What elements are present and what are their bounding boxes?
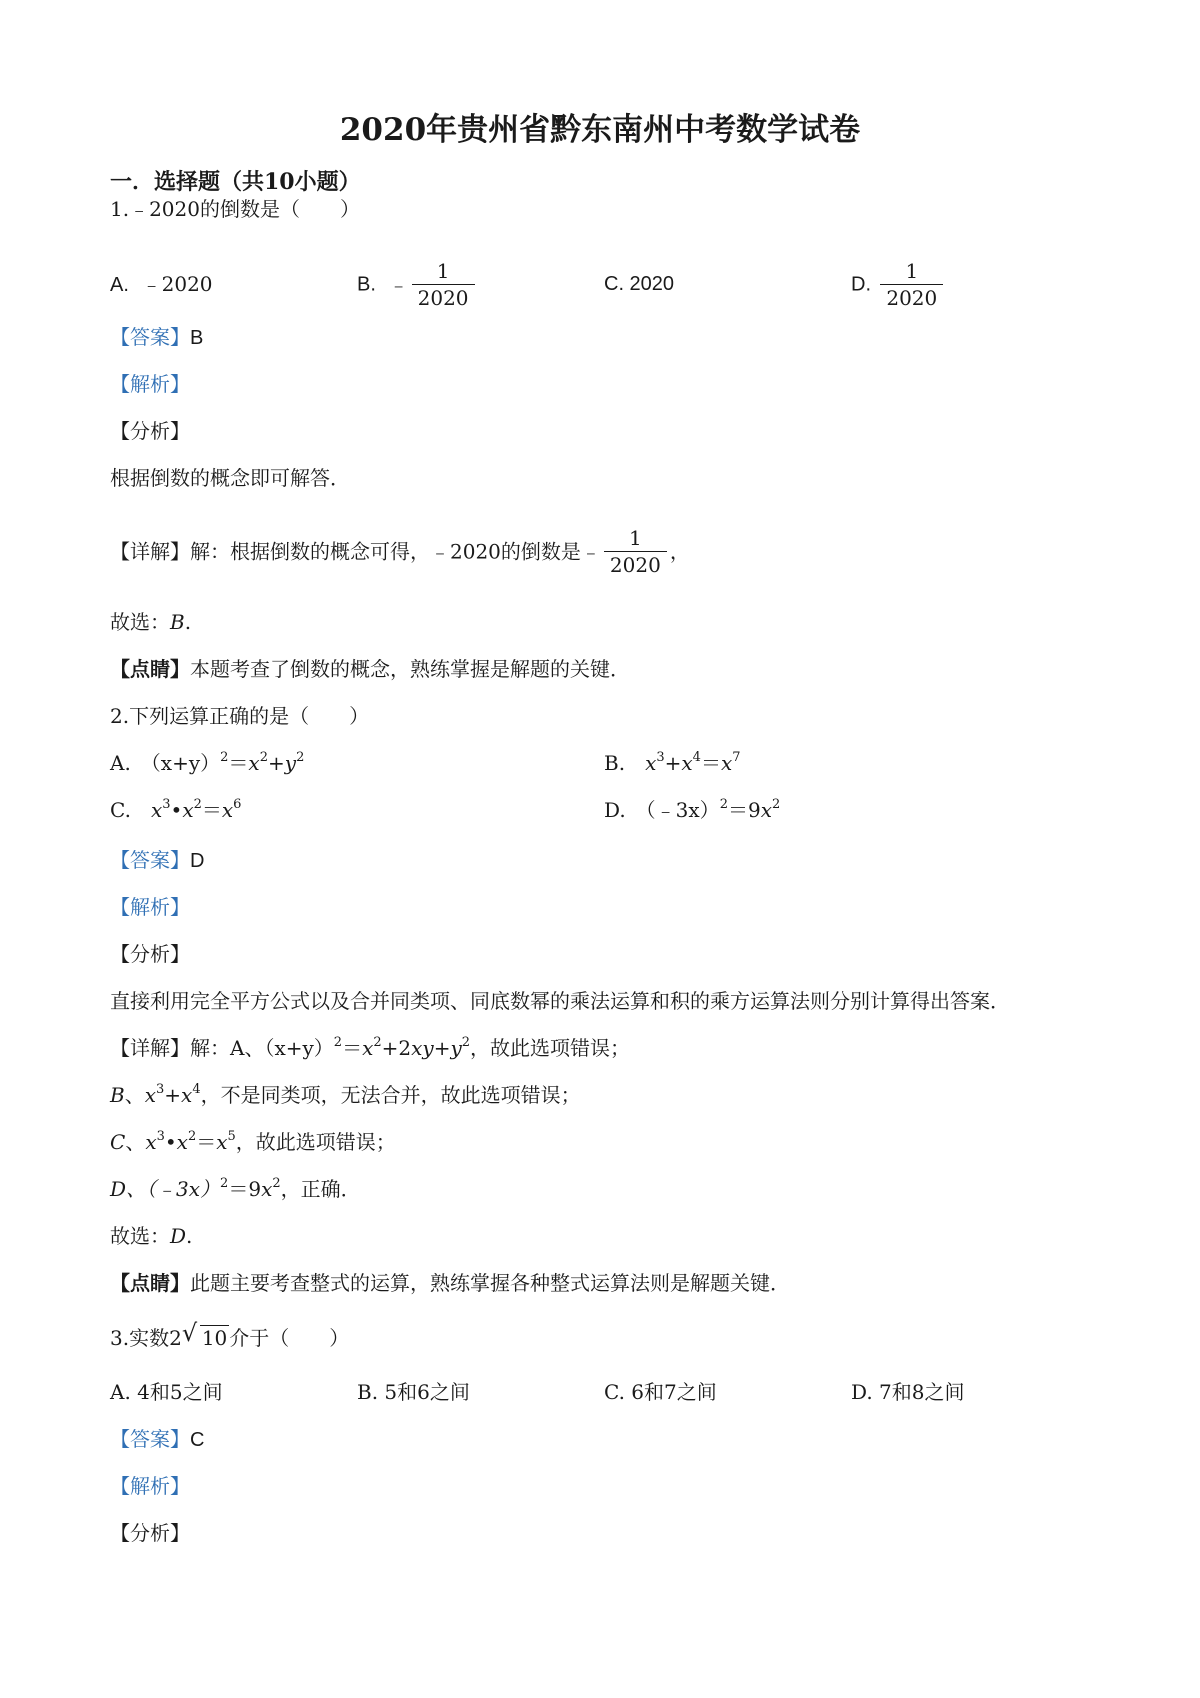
q3-option-b: B. 5和6之间 [357,1380,470,1404]
q1-detail: 【详解】解：根据倒数的概念可得，﹣2020的倒数是﹣ $\frac{1}{2020}$ ， [110,526,690,577]
q3-option-c: C. 6和7之间 [604,1380,717,1404]
q1-fraction-detail: $\frac{1}{2020}$ [604,525,667,578]
q1-option-a: A. ﹣2020 [110,272,213,296]
q2-option-d: D. $(﹣3x)^2=9x^2$ [604,797,781,822]
q1-fraction-d: $\frac{1}{2020}$ [880,258,943,311]
q1-answer: 【答案】B [110,325,204,349]
q3-jiexi: 【解析】 [110,1474,190,1498]
q2-detail-c: C、$x^3•x^2=x^5$，故此选项错误； [110,1129,396,1154]
page-title: 2020年贵州省黔东南州中考数学试卷 [339,112,861,148]
q3-option-a: A. 4和5之间 [110,1380,223,1404]
q1-option-b: B. ﹣ $\frac{1}{2020}$ [357,258,478,311]
q1-stem: 1.﹣2020的倒数是（ ） [110,197,360,221]
q2-analysis: 直接利用完全平方公式以及合并同类项、同底数幂的乘法运算和积的乘方运算法则分别计算得出答案． [110,989,1010,1013]
q3-sqrt: √ 10 [181,1319,228,1350]
q2-option-c: C. $x^3•x^2=x^6$ [110,797,242,822]
q3-answer: 【答案】C [110,1427,205,1451]
q2-option-a: A. $(x+y)^2=x^2+y^2$ [110,750,305,775]
q2-detail-a: 【详解】解：A、$(x+y)^2=x^2+2xy+y^2$，故此选项错误； [110,1035,631,1060]
q2-stem: 2.下列运算正确的是（ ） [110,704,370,728]
q1-choose: 故选：B. [110,610,192,634]
q1-option-c: C. 2020 [604,273,675,295]
q1-option-d: D. $\frac{1}{2020}$ [851,258,946,311]
q2-option-b: B. $x^3+x^4=x^7$ [604,750,741,775]
q2-comment: 【点睛】此题主要考查整式的运算，熟练掌握各种整式运算法则是解题关键． [110,1271,790,1295]
q1-jiexi: 【解析】 [110,372,190,396]
q1-fenxi-label: 【分析】 [110,419,190,443]
section-heading: 一．选择题（共10小题） [110,169,361,195]
q2-fenxi-label: 【分析】 [110,942,190,966]
q3-option-d: D. 7和8之间 [851,1380,965,1404]
q1-fraction-b: $\frac{1}{2020}$ [412,258,475,311]
q2-detail-b: B、$x^3+x^4$，不是同类项，无法合并，故此选项错误； [110,1082,581,1107]
q1-analysis: 根据倒数的概念即可解答． [110,466,350,490]
q2-detail-d: D、$(﹣3x)^2=9x^2$，正确． [110,1176,361,1201]
q1-comment: 【点睛】本题考查了倒数的概念，熟练掌握是解题的关键． [110,657,630,681]
q2-jiexi: 【解析】 [110,895,190,919]
q2-choose: 故选：D. [110,1224,193,1248]
q3-stem: 3.实数2 √ 10 介于（ ） [110,1319,350,1350]
q3-fenxi-label: 【分析】 [110,1521,190,1545]
q2-answer: 【答案】D [110,848,205,872]
